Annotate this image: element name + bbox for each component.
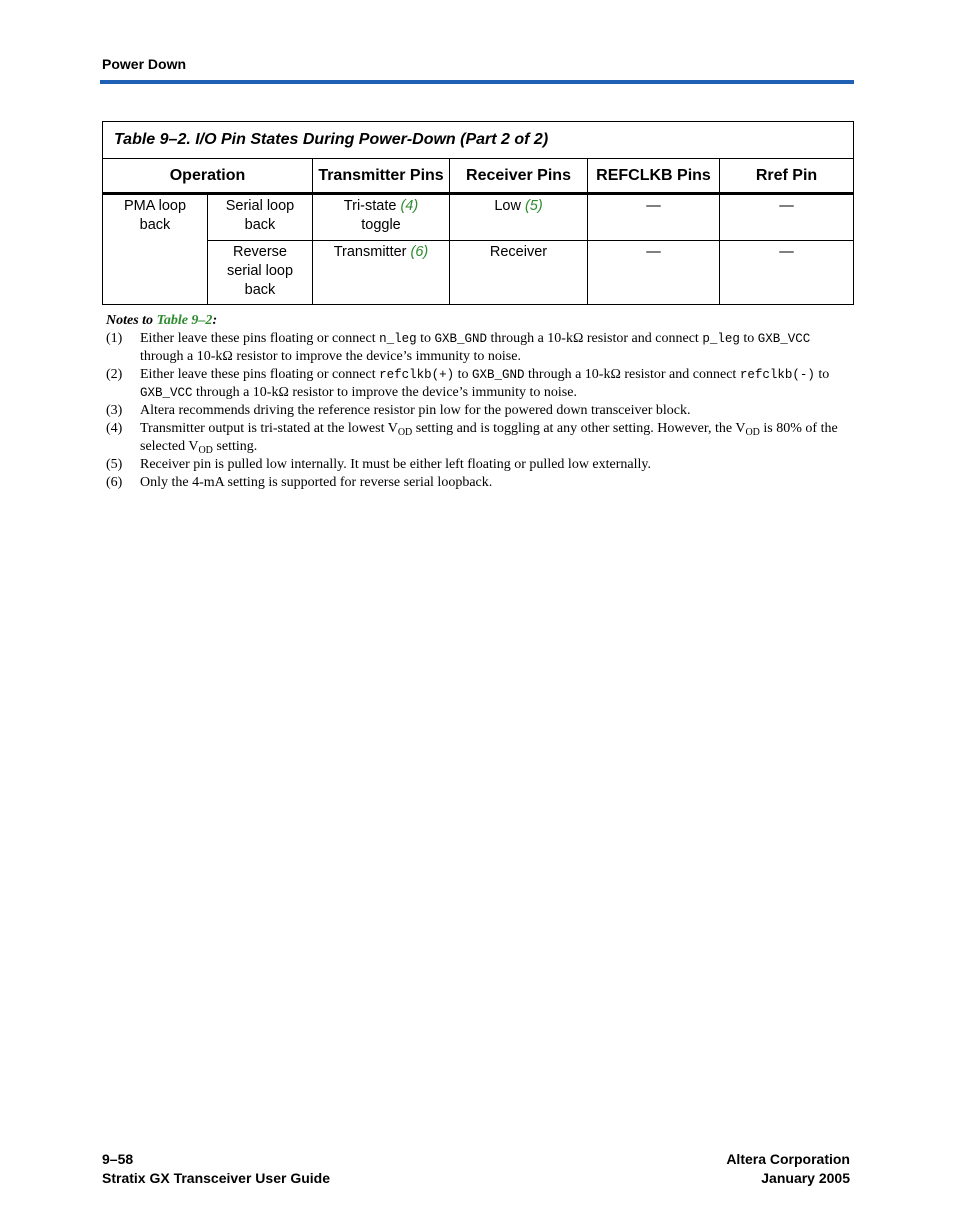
transmitter-state-suffix: toggle xyxy=(361,217,401,233)
note-item: (1) Either leave these pins floating or connect n_leg to GXB_GND through a 10-kΩ resistor and connect p_leg to GXB_VCC through a 10-kΩ resistor to improve the device’s immunity to noise. xyxy=(106,331,811,364)
note-item: (3) Altera recommends driving the reference resistor pin low for the powered down transceiver block. xyxy=(106,403,691,418)
pin-states-table xyxy=(102,121,854,305)
col-header-transmitter: Transmitter Pins xyxy=(313,159,450,194)
notes-title: Notes to Table 9–2: xyxy=(106,313,218,328)
footer-left xyxy=(102,1150,330,1188)
note-item: (6) Only the 4-mA setting is supported for reverse serial loopback. xyxy=(106,475,493,490)
note-ref-link[interactable]: (6) xyxy=(410,244,429,260)
rref-cell: — xyxy=(720,194,854,241)
page-number: 9–58 xyxy=(102,1151,134,1167)
note-item: (5) Receiver pin is pulled low internally. It must be either left floating or pulled low externally. xyxy=(106,457,651,472)
operation-mode-cell: Serial loop back xyxy=(208,194,313,241)
note-item: (4) Transmitter output is tri-stated at the lowest $V_{OD}$ setting and is toggling at any other setting. However, the $V_{OD}$ is 80% of the selected $V_{OD}$ setting. xyxy=(106,421,838,456)
transmitter-state: Tri-state xyxy=(343,198,397,214)
receiver-cell: Receiver xyxy=(450,241,588,305)
operation-mode-cell: Reverse serial loop back xyxy=(208,241,313,305)
receiver-state: Low xyxy=(494,198,521,214)
rref-cell: — xyxy=(720,241,854,305)
header-rule xyxy=(100,80,854,84)
footer-right xyxy=(726,1150,850,1188)
note-item: (2) Either leave these pins floating or connect refclkb(+) to GXB_GND through a 10-kΩ resistor and connect refclkb(-) to GXB_VCC through a 10-kΩ resistor to improve the device’s immunity to noise. xyxy=(106,367,830,400)
table-link[interactable]: Table 9–2 xyxy=(156,313,213,328)
col-header-receiver: Receiver Pins xyxy=(450,159,588,194)
operation-group-cell: PMA loop back xyxy=(103,194,208,305)
transmitter-state: Transmitter xyxy=(333,244,407,260)
receiver-cell xyxy=(450,194,588,241)
note-ref-link[interactable]: (5) xyxy=(524,198,543,214)
transmitter-cell xyxy=(313,194,450,241)
col-header-rref: Rref Pin xyxy=(720,159,854,194)
doc-title: Stratix GX Transceiver User Guide xyxy=(102,1170,330,1186)
table-row xyxy=(103,194,854,241)
refclkb-cell: — xyxy=(588,194,720,241)
table-caption: Table 9–2. I/O Pin States During Power-Down (Part 2 of 2) xyxy=(103,122,854,159)
col-header-operation: Operation xyxy=(103,159,313,194)
table-row xyxy=(103,241,854,305)
transmitter-cell xyxy=(313,241,450,305)
table-notes xyxy=(106,312,854,492)
company-name: Altera Corporation xyxy=(726,1151,850,1167)
refclkb-cell: — xyxy=(588,241,720,305)
section-title: Power Down xyxy=(102,56,187,72)
note-ref-link[interactable]: (4) xyxy=(400,198,419,214)
col-header-refclkb: REFCLKB Pins xyxy=(588,159,720,194)
publication-date: January 2005 xyxy=(761,1170,850,1186)
